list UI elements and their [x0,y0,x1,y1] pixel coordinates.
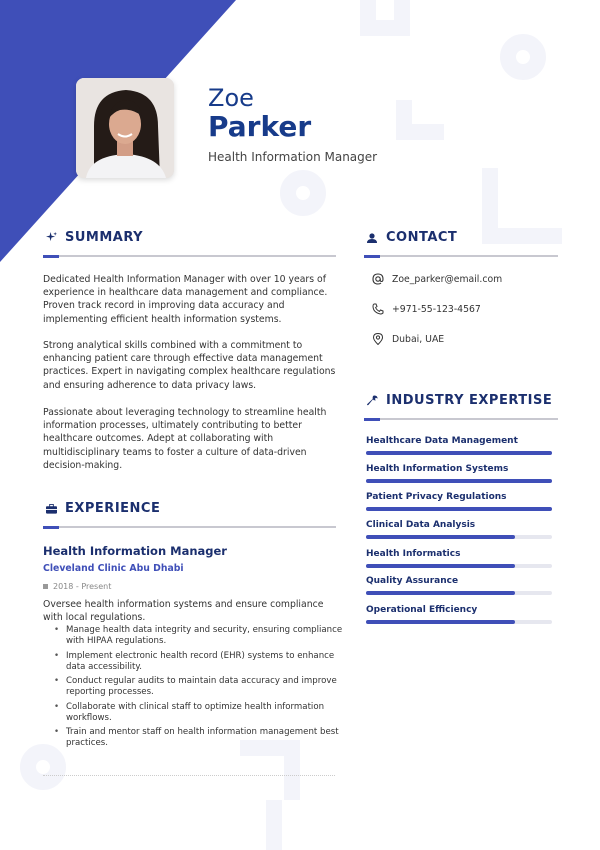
summary-divider [43,255,336,257]
experience-divider [43,526,336,528]
skill-item [366,464,552,483]
skill-item [366,549,552,568]
contact-email[interactable] [372,273,502,285]
job-bullet: • Collaborate with clinical staff to optimize health information workflows. [54,702,344,724]
company-name: Cleveland Clinic Abu Dhabi [43,563,184,574]
at-icon [372,273,384,285]
phone-icon [372,303,384,315]
skill-level-track [366,479,552,483]
job-bullet: • Implement electronic health record (EHR) systems to enhance data accessibility. [54,651,344,673]
skill-item [366,492,552,511]
background-decoration [396,100,444,140]
contact-email-text: Zoe_parker@email.com [392,273,503,285]
skill-level-bar [366,620,515,624]
last-name: Parker [208,110,312,143]
job-title-header: Health Information Manager [208,150,378,164]
background-decoration [360,0,410,36]
contact-divider [364,255,558,257]
background-decoration [266,800,306,850]
summary-paragraph: Dedicated Health Information Manager with over 10 years of experience in healthcare data management and compliance. Proven track record in improving data accuracy and implementing efficient health information systems. [43,274,328,325]
job-dates-label: 2018 - Present [53,582,112,591]
location-pin-icon [372,333,384,345]
skill-level-track [366,564,552,568]
sparkle-icon [45,232,57,244]
skill-label: Operational Efficiency [366,605,478,615]
skill-item [366,576,552,595]
background-decoration [280,170,326,216]
contact-location-text: Dubai, UAE [392,333,445,345]
experience-heading-label: EXPERIENCE [65,501,161,516]
contact-heading [366,230,457,245]
first-name: Zoe [208,84,254,112]
job-bullet: • Train and mentor staff on health information management best practices. [54,727,344,749]
skill-level-bar [366,451,552,455]
contact-phone[interactable] [372,303,481,315]
calendar-icon [43,584,48,589]
skill-level-track [366,451,552,455]
skill-level-track [366,507,552,511]
summary-heading-label: SUMMARY [65,230,144,245]
expertise-heading-label: INDUSTRY EXPERTISE [386,393,553,408]
skill-item [366,605,552,624]
skill-label: Health Informatics [366,549,461,559]
person-icon [366,232,378,244]
skill-level-bar [366,564,515,568]
skill-level-bar [366,479,552,483]
wrench-icon [366,395,378,407]
skill-level-bar [366,591,515,595]
background-decoration [500,34,546,80]
job-bullet: • Conduct regular audits to maintain data accuracy and improve reporting processes. [54,676,344,698]
skill-level-track [366,591,552,595]
briefcase-icon [45,503,57,515]
skill-label: Clinical Data Analysis [366,520,476,530]
skill-level-bar [366,535,515,539]
job-bullet: • Manage health data integrity and security, ensuring compliance with HIPAA regulations. [54,625,344,647]
skill-item [366,436,552,455]
summary-paragraph: Strong analytical skills combined with a commitment to enhancing patient care through effective data management practices. Expert in navigating complex healthcare regulations and ensuring adherence to data privacy laws. [43,340,336,391]
expertise-heading [366,393,552,408]
skill-label: Healthcare Data Management [366,436,518,446]
contact-phone-text: +971-55-123-4567 [392,303,481,315]
skill-level-bar [366,507,552,511]
skill-label: Health Information Systems [366,464,509,474]
job-dates [43,582,111,591]
section-end-divider [43,775,335,776]
skill-item [366,520,552,539]
expertise-divider [364,418,558,420]
contact-location [372,333,444,345]
job-bullet-list [54,625,344,753]
skill-label: Quality Assurance [366,576,459,586]
skill-level-track [366,535,552,539]
profile-photo [76,78,174,178]
contact-heading-label: CONTACT [386,230,458,245]
summary-heading [45,230,143,245]
skill-level-track [366,620,552,624]
skill-label: Patient Privacy Regulations [366,492,507,502]
background-decoration [482,168,562,244]
job-description: Oversee health information systems and ensure compliance with local regulations. [43,599,324,623]
summary-paragraph: Passionate about leveraging technology to streamline health information processes, ultimately contributing to better healthcare outcomes. Adept at collaborating with multidisciplinary teams to foster a culture of data-driven decision-making. [43,407,327,471]
experience-heading [45,501,160,516]
job-title: Health Information Manager [43,544,227,558]
